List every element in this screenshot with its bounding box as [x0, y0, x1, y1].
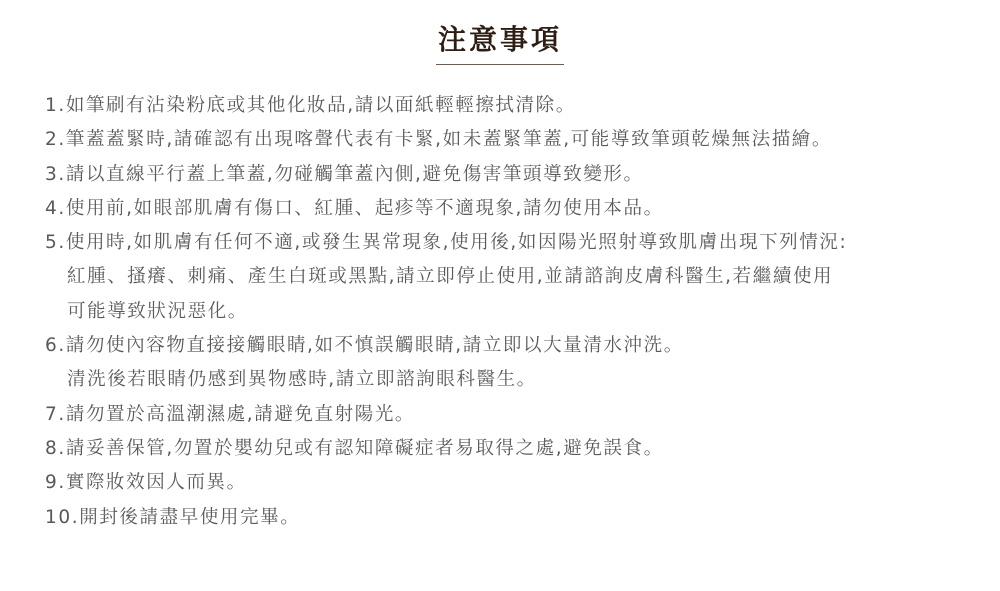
- list-item-continuation: 紅腫、搔癢、刺痛、產生白斑或黑點,請立即停止使用,並請諮詢皮膚科醫生,若繼續使用: [67, 266, 834, 288]
- list-item: [45, 329, 975, 398]
- list-item-line: 8.請妥善保管,勿置於嬰幼兒或有認知障礙症者易取得之處,避免誤食。: [45, 437, 664, 459]
- list-item: [45, 89, 975, 123]
- list-item: [45, 158, 975, 192]
- list-item: [45, 123, 975, 157]
- list-item-continuation: 可能導致狀況惡化。: [67, 300, 248, 322]
- list-item: [45, 466, 975, 500]
- list-item-line: 6.請勿使內容物直接接觸眼睛,如不慎誤觸眼睛,請立即以大量清水沖洗。: [45, 335, 684, 357]
- list-item-line: 1.如筆刷有沾染粉底或其他化妝品,請以面紙輕輕擦拭清除。: [45, 95, 576, 116]
- list-item-line: 4.使用前,如眼部肌膚有傷口、紅腫、起疹等不適現象,請勿使用本品。: [45, 197, 664, 219]
- list-item: [45, 501, 975, 535]
- title-area: [0, 20, 1000, 65]
- list-item: [45, 398, 975, 432]
- list-item: [45, 432, 975, 466]
- list-item-line: 3.請以直線平行蓋上筆蓋,勿碰觸筆蓋內側,避免傷害筆頭導致變形。: [45, 163, 644, 185]
- list-item-line: 5.使用時,如肌膚有任何不適,或發生異常現象,使用後,如因陽光照射導致肌膚出現下列情況:: [45, 232, 848, 254]
- list-item-continuation: 清洗後若眼睛仍感到異物感時,請立即諮詢眼科醫生。: [67, 369, 537, 391]
- page-title: 注意事項: [436, 20, 564, 65]
- list-item: [45, 192, 975, 226]
- list-item-line: 10.開封後請盡早使用完畢。: [45, 506, 301, 528]
- list-item: [45, 226, 975, 329]
- list-item-line: 9.實際妝效因人而異。: [45, 472, 247, 494]
- list-item-line: 7.請勿置於高溫潮濕處,請避免直射陽光。: [45, 403, 416, 425]
- list-item-line: 2.筆蓋蓋緊時,請確認有出現喀聲代表有卡緊,如未蓋緊筆蓋,可能導致筆頭乾燥無法描繪。: [45, 129, 832, 151]
- notice-list: [45, 89, 975, 535]
